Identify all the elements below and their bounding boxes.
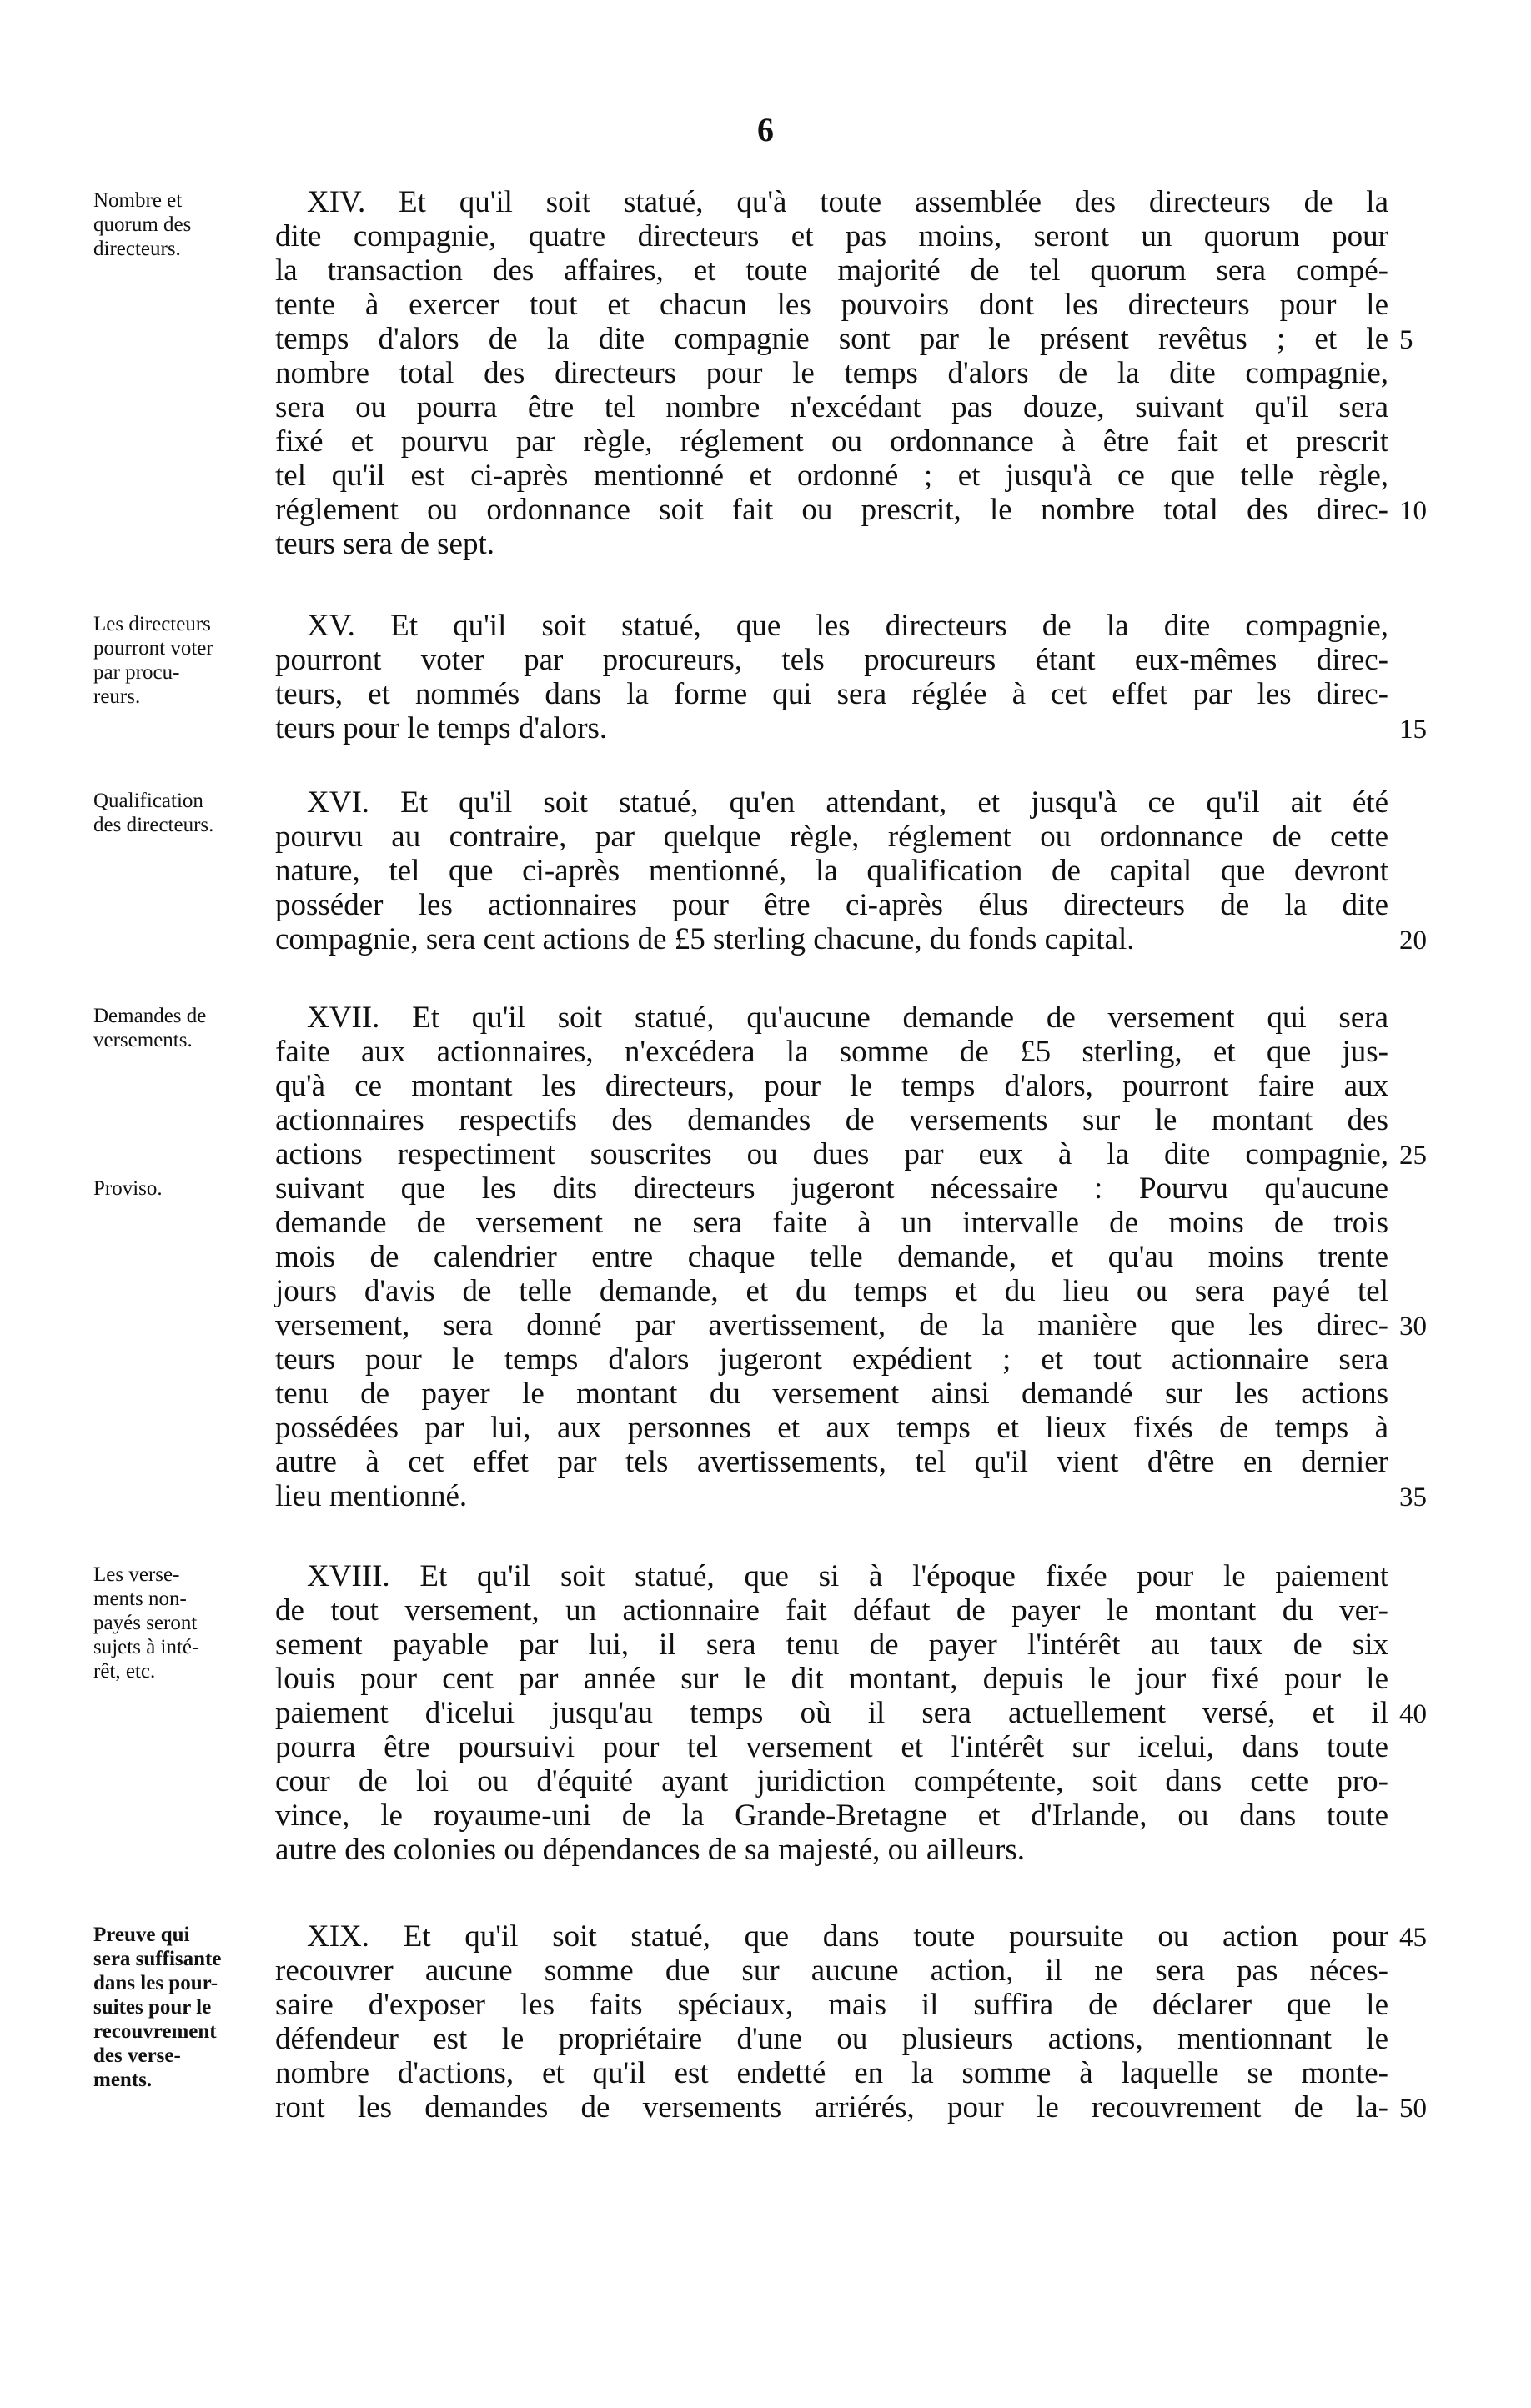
margin-note-line: payés seront [93,1612,198,1634]
margin-note-line: pourront voter [93,637,213,660]
margin-note-line: quorum des [93,213,192,236]
text-line: autre des colonies ou dépendances de sa majesté, ou ailleurs. [275,1833,1025,1867]
margin-note-line: recouvrement [93,2020,217,2043]
text-line: autre à cet effet par tels avertissements, tel qu'il vient d'être en dernier [275,1445,1388,1479]
text-line: possédées par lui, aux personnes et aux temps et lieux fixés de temps à [275,1411,1388,1445]
margin-note-line: ments. [93,2069,153,2091]
text-line: compagnie, sera cent actions de £5 sterling chacune, du fonds capital. [275,922,1135,956]
text-line: versement, sera donné par avertissement, de la manière que les direc- [275,1308,1388,1342]
margin-note-line: Les directeurs [93,613,211,635]
text-line: défendeur est le propriétaire d'une ou plusieurs actions, mentionnant le [275,2022,1388,2056]
text-line: XVIII. Et qu'il soit statué, que si à l'époque fixée pour le paiement [307,1559,1388,1593]
article-text [275,1001,1388,1513]
line-number: 35 [1399,1482,1427,1513]
article-text [275,785,1388,956]
article-text [275,1559,1388,1867]
text-line: posséder les actionnaires pour être ci-après élus directeurs de la dite [275,888,1388,922]
text-line: dite compagnie, quatre directeurs et pas moins, seront un quorum pour [275,219,1388,253]
article-text [275,1919,1388,2125]
article-text [275,185,1388,561]
margin-note-line: Les verse- [93,1563,180,1586]
margin-note [93,188,281,261]
margin-note-line: des directeurs. [93,814,214,836]
margin-note [93,1004,281,1052]
line-number: 30 [1399,1312,1427,1342]
text-line: teurs pour le temps d'alors. [275,711,608,745]
text-line: XIX. Et qu'il soit statué, que dans toute poursuite ou action pour [307,1919,1388,1954]
text-line: nature, tel que ci-après mentionné, la qualification de capital que devront [275,854,1388,888]
text-line: vince, le royaume-uni de la Grande-Bretagne et d'Irlande, ou dans toute [275,1798,1388,1833]
text-line: suivant que les dits directeurs jugeront nécessaire : Pourvu qu'aucune [275,1171,1388,1206]
text-line: pourront voter par procureurs, tels procureurs étant eux-mêmes direc- [275,643,1388,677]
text-line: de tout versement, un actionnaire fait défaut de payer le montant du ver- [275,1593,1388,1628]
line-number: 15 [1399,715,1427,745]
text-line: réglement ou ordonnance soit fait ou prescrit, le nombre total des direc- [275,493,1388,527]
text-line: XVI. Et qu'il soit statué, qu'en attendant, et jusqu'à ce qu'il ait été [307,785,1388,820]
line-number: 25 [1399,1141,1427,1171]
text-line: nombre d'actions, et qu'il est endetté en la somme à laquelle se monte- [275,2056,1388,2090]
text-line: jours d'avis de telle demande, et du temps et du lieu ou sera payé tel [275,1274,1388,1308]
text-line: XIV. Et qu'il soit statué, qu'à toute assemblée des directeurs de la [307,185,1388,219]
text-line: qu'à ce montant les directeurs, pour le temps d'alors, pourront faire aux [275,1069,1388,1103]
margin-note-line: sujets à inté- [93,1636,199,1658]
text-line: XV. Et qu'il soit statué, que les directeurs de la dite compagnie, [307,609,1388,643]
text-line: recouvrer aucune somme due sur aucune action, il ne sera pas néces- [275,1954,1388,1988]
margin-note-line: Nombre et [93,189,183,212]
margin-note [93,789,281,837]
text-line: actions respectiment souscrites ou dues par eux à la dite compagnie, [275,1137,1388,1171]
margin-note-line: Proviso. [93,1177,163,1200]
text-line: actionnaires respectifs des demandes de versements sur le montant des [275,1103,1388,1137]
text-line: louis pour cent par année sur le dit montant, depuis le jour fixé pour le [275,1662,1388,1696]
text-line: teurs, et nommés dans la forme qui sera réglée à cet effet par les direc- [275,677,1388,711]
text-line: nombre total des directeurs pour le temps d'alors de la dite compagnie, [275,356,1388,390]
text-line: XVII. Et qu'il soit statué, qu'aucune demande de versement qui sera [307,1001,1388,1035]
article-text [275,609,1388,745]
text-line: lieu mentionné. [275,1479,468,1513]
text-line: teurs pour le temps d'alors jugeront expédient ; et tout actionnaire sera [275,1342,1388,1377]
text-line: saire d'exposer les faits spéciaux, mais il suffira de déclarer que le [275,1988,1388,2022]
margin-note-line: dans les pour- [93,1972,218,1994]
margin-note-line: sera suffisante [93,1948,222,1970]
margin-note [93,1923,281,2092]
line-number: 10 [1399,496,1427,526]
text-line: sement payable par lui, il sera tenu de payer l'intérêt au taux de six [275,1628,1388,1662]
margin-note-line: Qualification [93,790,203,812]
text-line: temps d'alors de la dite compagnie sont par le présent revêtus ; et le [275,322,1388,356]
text-line: paiement d'icelui jusqu'au temps où il sera actuellement versé, et il [275,1696,1388,1730]
margin-note [93,612,281,709]
line-number: 40 [1399,1699,1427,1729]
line-number: 5 [1399,325,1413,355]
text-line: demande de versement ne sera faite à un intervalle de moins de trois [275,1206,1388,1240]
margin-note-line: suites pour le [93,1996,212,2019]
margin-note-line: versements. [93,1029,193,1051]
margin-note [93,1563,281,1683]
margin-note-line: ments non- [93,1588,187,1610]
margin-note-line: reurs. [93,685,141,708]
page-number: 6 [757,111,774,148]
text-line: tel qu'il est ci-après mentionné et ordonné ; et jusqu'à ce que telle règle, [275,459,1388,493]
text-line: tente à exercer tout et chacun les pouvoirs dont les directeurs pour le [275,288,1388,322]
text-line: cour de loi ou d'équité ayant juridiction compétente, soit dans cette pro- [275,1764,1388,1798]
text-line: la transaction des affaires, et toute majorité de tel quorum sera compé- [275,253,1388,288]
line-number: 50 [1399,2094,1427,2124]
text-line: faite aux actionnaires, n'excédera la somme de £5 sterling, et que jus- [275,1035,1388,1069]
text-line: tenu de payer le montant du versement ainsi demandé sur les actions [275,1377,1388,1411]
margin-note-line: directeurs. [93,238,181,260]
text-line: sera ou pourra être tel nombre n'excédant pas douze, suivant qu'il sera [275,390,1388,424]
margin-note-proviso [93,1176,281,1201]
margin-note-line: par procu- [93,661,180,684]
margin-note-line: Preuve qui [93,1924,190,1946]
margin-note-line: rêt, etc. [93,1660,156,1683]
text-line: pourvu au contraire, par quelque règle, réglement ou ordonnance de cette [275,820,1388,854]
text-line: ront les demandes de versements arriérés, pour le recouvrement de la- [275,2090,1388,2125]
text-line: mois de calendrier entre chaque telle demande, et qu'au moins trente [275,1240,1388,1274]
margin-note-line: des verse- [93,2044,181,2067]
text-line: fixé et pourvu par règle, réglement ou ordonnance à être fait et prescrit [275,424,1388,459]
text-line: teurs sera de sept. [275,527,495,561]
line-number: 20 [1399,926,1427,956]
margin-note-line: Demandes de [93,1005,207,1027]
line-number: 45 [1399,1923,1427,1953]
text-line: pourra être poursuivi pour tel versement et l'intérêt sur icelui, dans toute [275,1730,1388,1764]
